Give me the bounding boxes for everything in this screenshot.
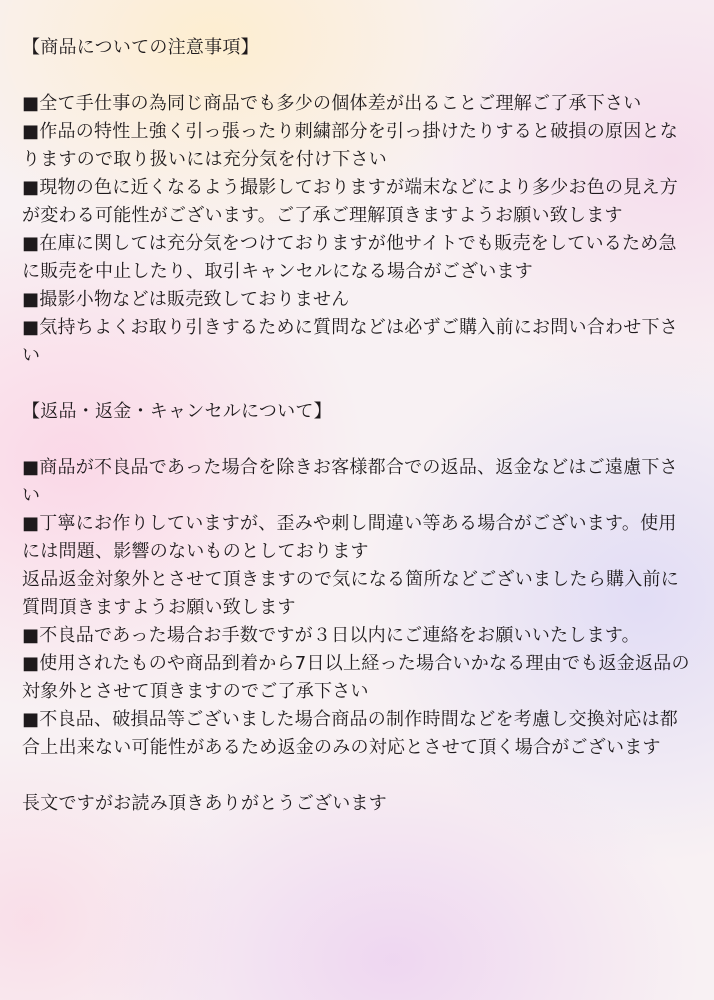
- product-notes-section: [22, 34, 694, 370]
- list-item: ■作品の特性上強く引っ張ったり刺繍部分を引っ掛けたりすると破損の原因となりますので取り扱いには充分気を付け下さい: [22, 121, 679, 170]
- list-item: ■気持ちよくお取り引きするために質問などは必ずご購入前にお問い合わせ下さい: [22, 317, 679, 366]
- list-item: ■使用されたものや商品到着から7日以上経った場合いかなる理由でも返金返品の対象外とさせて頂きますのでご了承下さい: [22, 653, 690, 702]
- spacer: [22, 762, 694, 790]
- list-item: ■不良品であった場合お手数ですが３日以内にご連絡をお願いいたします。: [22, 625, 640, 646]
- list-item: ■不良品、破損品等ございました場合商品の制作時間などを考慮し交換対応は都合上出来ない可能性があるため返金のみの対応とさせて頂く場合がございます: [22, 709, 679, 758]
- spacer: [22, 62, 694, 90]
- spacer: [22, 426, 694, 454]
- product-notes-heading: 【商品についての注意事項】: [22, 37, 259, 58]
- list-item: 返品返金対象外とさせて頂きますので気になる箇所などございましたら購入前に質問頂きますようお願い致します: [22, 569, 679, 618]
- returns-heading: 【返品・返金・キャンセルについて】: [22, 401, 332, 422]
- list-item: ■商品が不良品であった場合を除きお客様都合での返品、返金などはご遠慮下さい: [22, 457, 678, 506]
- spacer: [22, 370, 694, 398]
- product-notes-list: [22, 90, 694, 370]
- returns-section: [22, 398, 694, 762]
- list-item: ■全て手仕事の為同じ商品でも多少の個体差が出ることご理解ご了承下さい: [22, 93, 642, 114]
- list-item: ■現物の色に近くなるよう撮影しておりますが端末などにより多少お色の見え方が変わる可能性がございます。ご了承ご理解頂きますようお願い致します: [22, 177, 679, 226]
- list-item: ■丁寧にお作りしていますが、歪みや刺し間違い等ある場合がございます。使用には問題、影響のないものとしております: [22, 513, 677, 562]
- list-item: ■在庫に関しては充分気をつけておりますが他サイトでも販売をしているため急に販売を中止したり、取引キャンセルになる場合がございます: [22, 233, 677, 282]
- returns-list: [22, 454, 694, 762]
- notice-document: [22, 34, 694, 818]
- closing-message: 長文ですがお読み頂きありがとうございます: [22, 793, 387, 814]
- list-item: ■撮影小物などは販売致しておりません: [22, 289, 350, 310]
